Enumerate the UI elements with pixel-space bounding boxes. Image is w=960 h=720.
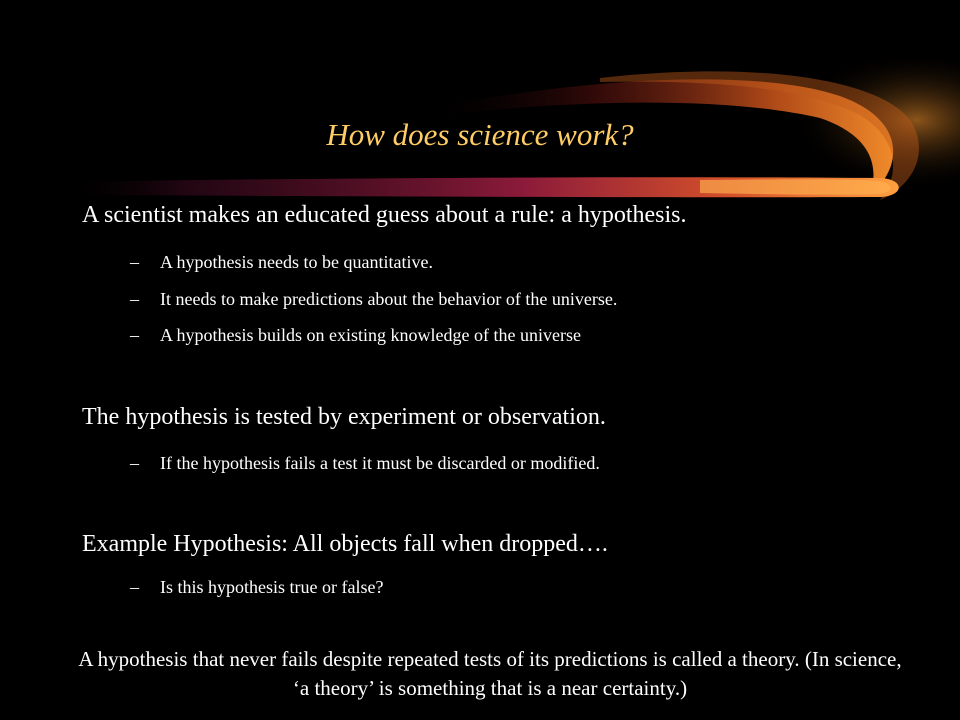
bullet-marker: – bbox=[130, 325, 139, 345]
bullet-text: It needs to make predictions about the behavior of the universe. bbox=[160, 289, 618, 309]
bullet-true-or-false bbox=[130, 575, 383, 599]
slide-title: How does science work? bbox=[326, 117, 634, 152]
bullet-text: A hypothesis builds on existing knowledge of the universe bbox=[160, 325, 581, 345]
closing-statement: A hypothesis that never fails despite repeated tests of its predictions is called a theory. (In science, ‘a theory’ is something that is a near certainty.) bbox=[78, 647, 902, 700]
bullet-marker: – bbox=[130, 289, 139, 309]
section-heading-hypothesis: A scientist makes an educated guess about a rule: a hypothesis. bbox=[82, 202, 687, 228]
section-heading-tested: The hypothesis is tested by experiment or observation. bbox=[82, 404, 606, 430]
bullet-fails-test bbox=[130, 451, 600, 475]
bullet-predictions bbox=[130, 287, 617, 311]
bullet-text: Is this hypothesis true or false? bbox=[160, 577, 384, 597]
bullet-text: A hypothesis needs to be quantitative. bbox=[160, 252, 433, 272]
bullet-marker: – bbox=[130, 453, 139, 473]
bullet-quantitative bbox=[130, 250, 433, 274]
section-heading-example: Example Hypothesis: All objects fall when dropped…. bbox=[82, 531, 608, 557]
bullet-existing-knowledge bbox=[130, 323, 581, 347]
bullet-marker: – bbox=[130, 252, 139, 272]
bullet-text: If the hypothesis fails a test it must be discarded or modified. bbox=[160, 453, 600, 473]
bullet-marker: – bbox=[130, 577, 139, 597]
